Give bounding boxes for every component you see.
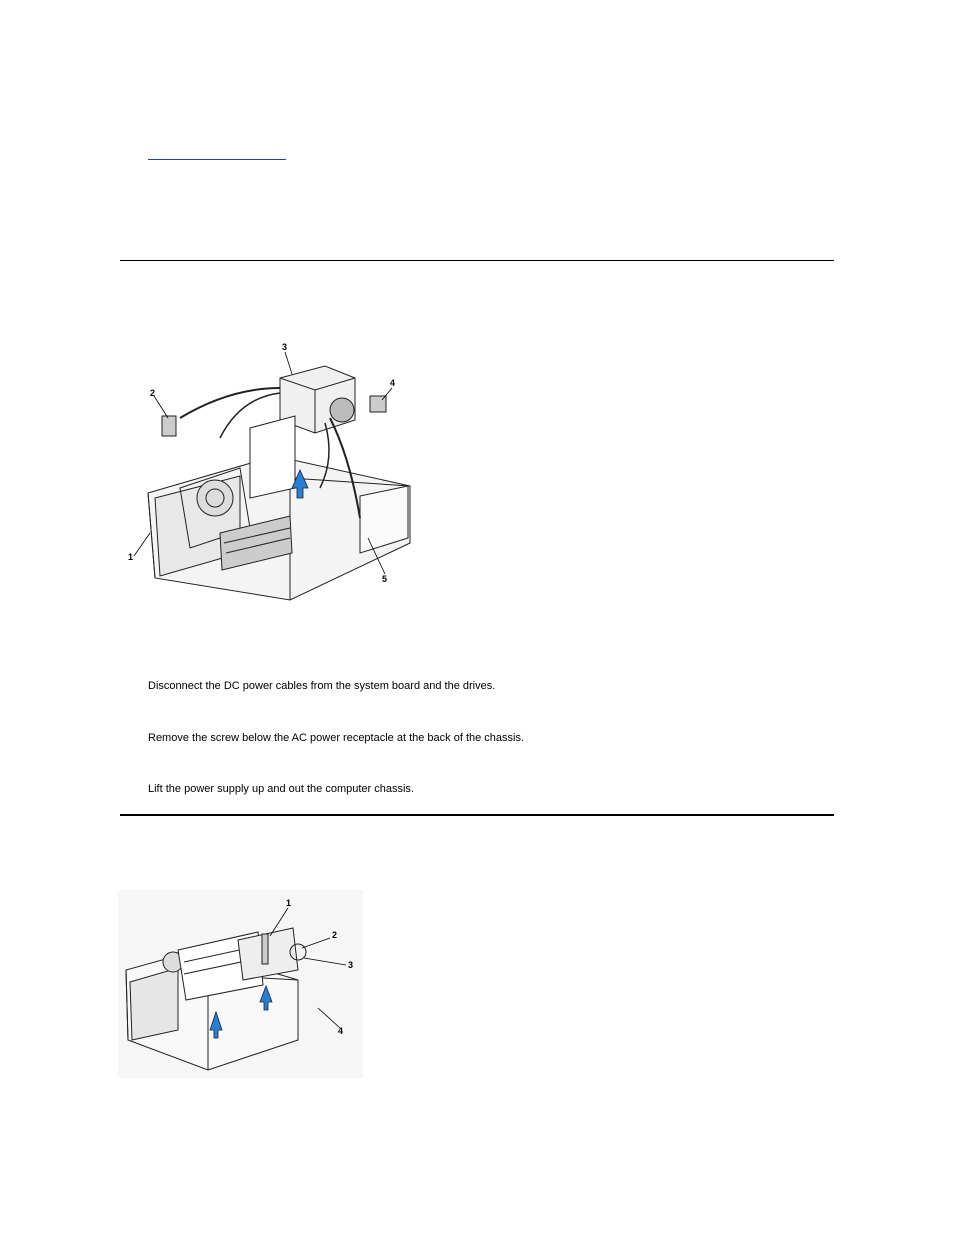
figure1-callout-4: 4	[390, 378, 396, 388]
section-divider-bottom	[120, 814, 834, 816]
top-link[interactable]	[148, 147, 286, 160]
step-2-text: Remove the screw below the AC power receptacle at the back of the chassis.	[148, 732, 525, 744]
figure2-callout-1: 1	[286, 898, 292, 908]
figure2-callout-3: 3	[348, 960, 354, 970]
figure2-callout-2: 2	[332, 930, 338, 940]
figure1-callout-3: 3	[282, 342, 288, 352]
section-divider-top	[120, 260, 834, 261]
power-supply-removal-figure	[120, 338, 420, 606]
figure1-callout-2: 2	[150, 388, 156, 398]
step-3-text: Lift the power supply up and out the computer chassis.	[148, 783, 414, 795]
figure1-callout-1: 1	[128, 552, 134, 562]
riser-bracket-removal-figure	[118, 890, 363, 1078]
step-1-text: Disconnect the DC power cables from the system board and the drives.	[148, 680, 496, 692]
figure2-callout-4: 4	[338, 1026, 344, 1036]
figure1-callout-5: 5	[382, 574, 388, 584]
